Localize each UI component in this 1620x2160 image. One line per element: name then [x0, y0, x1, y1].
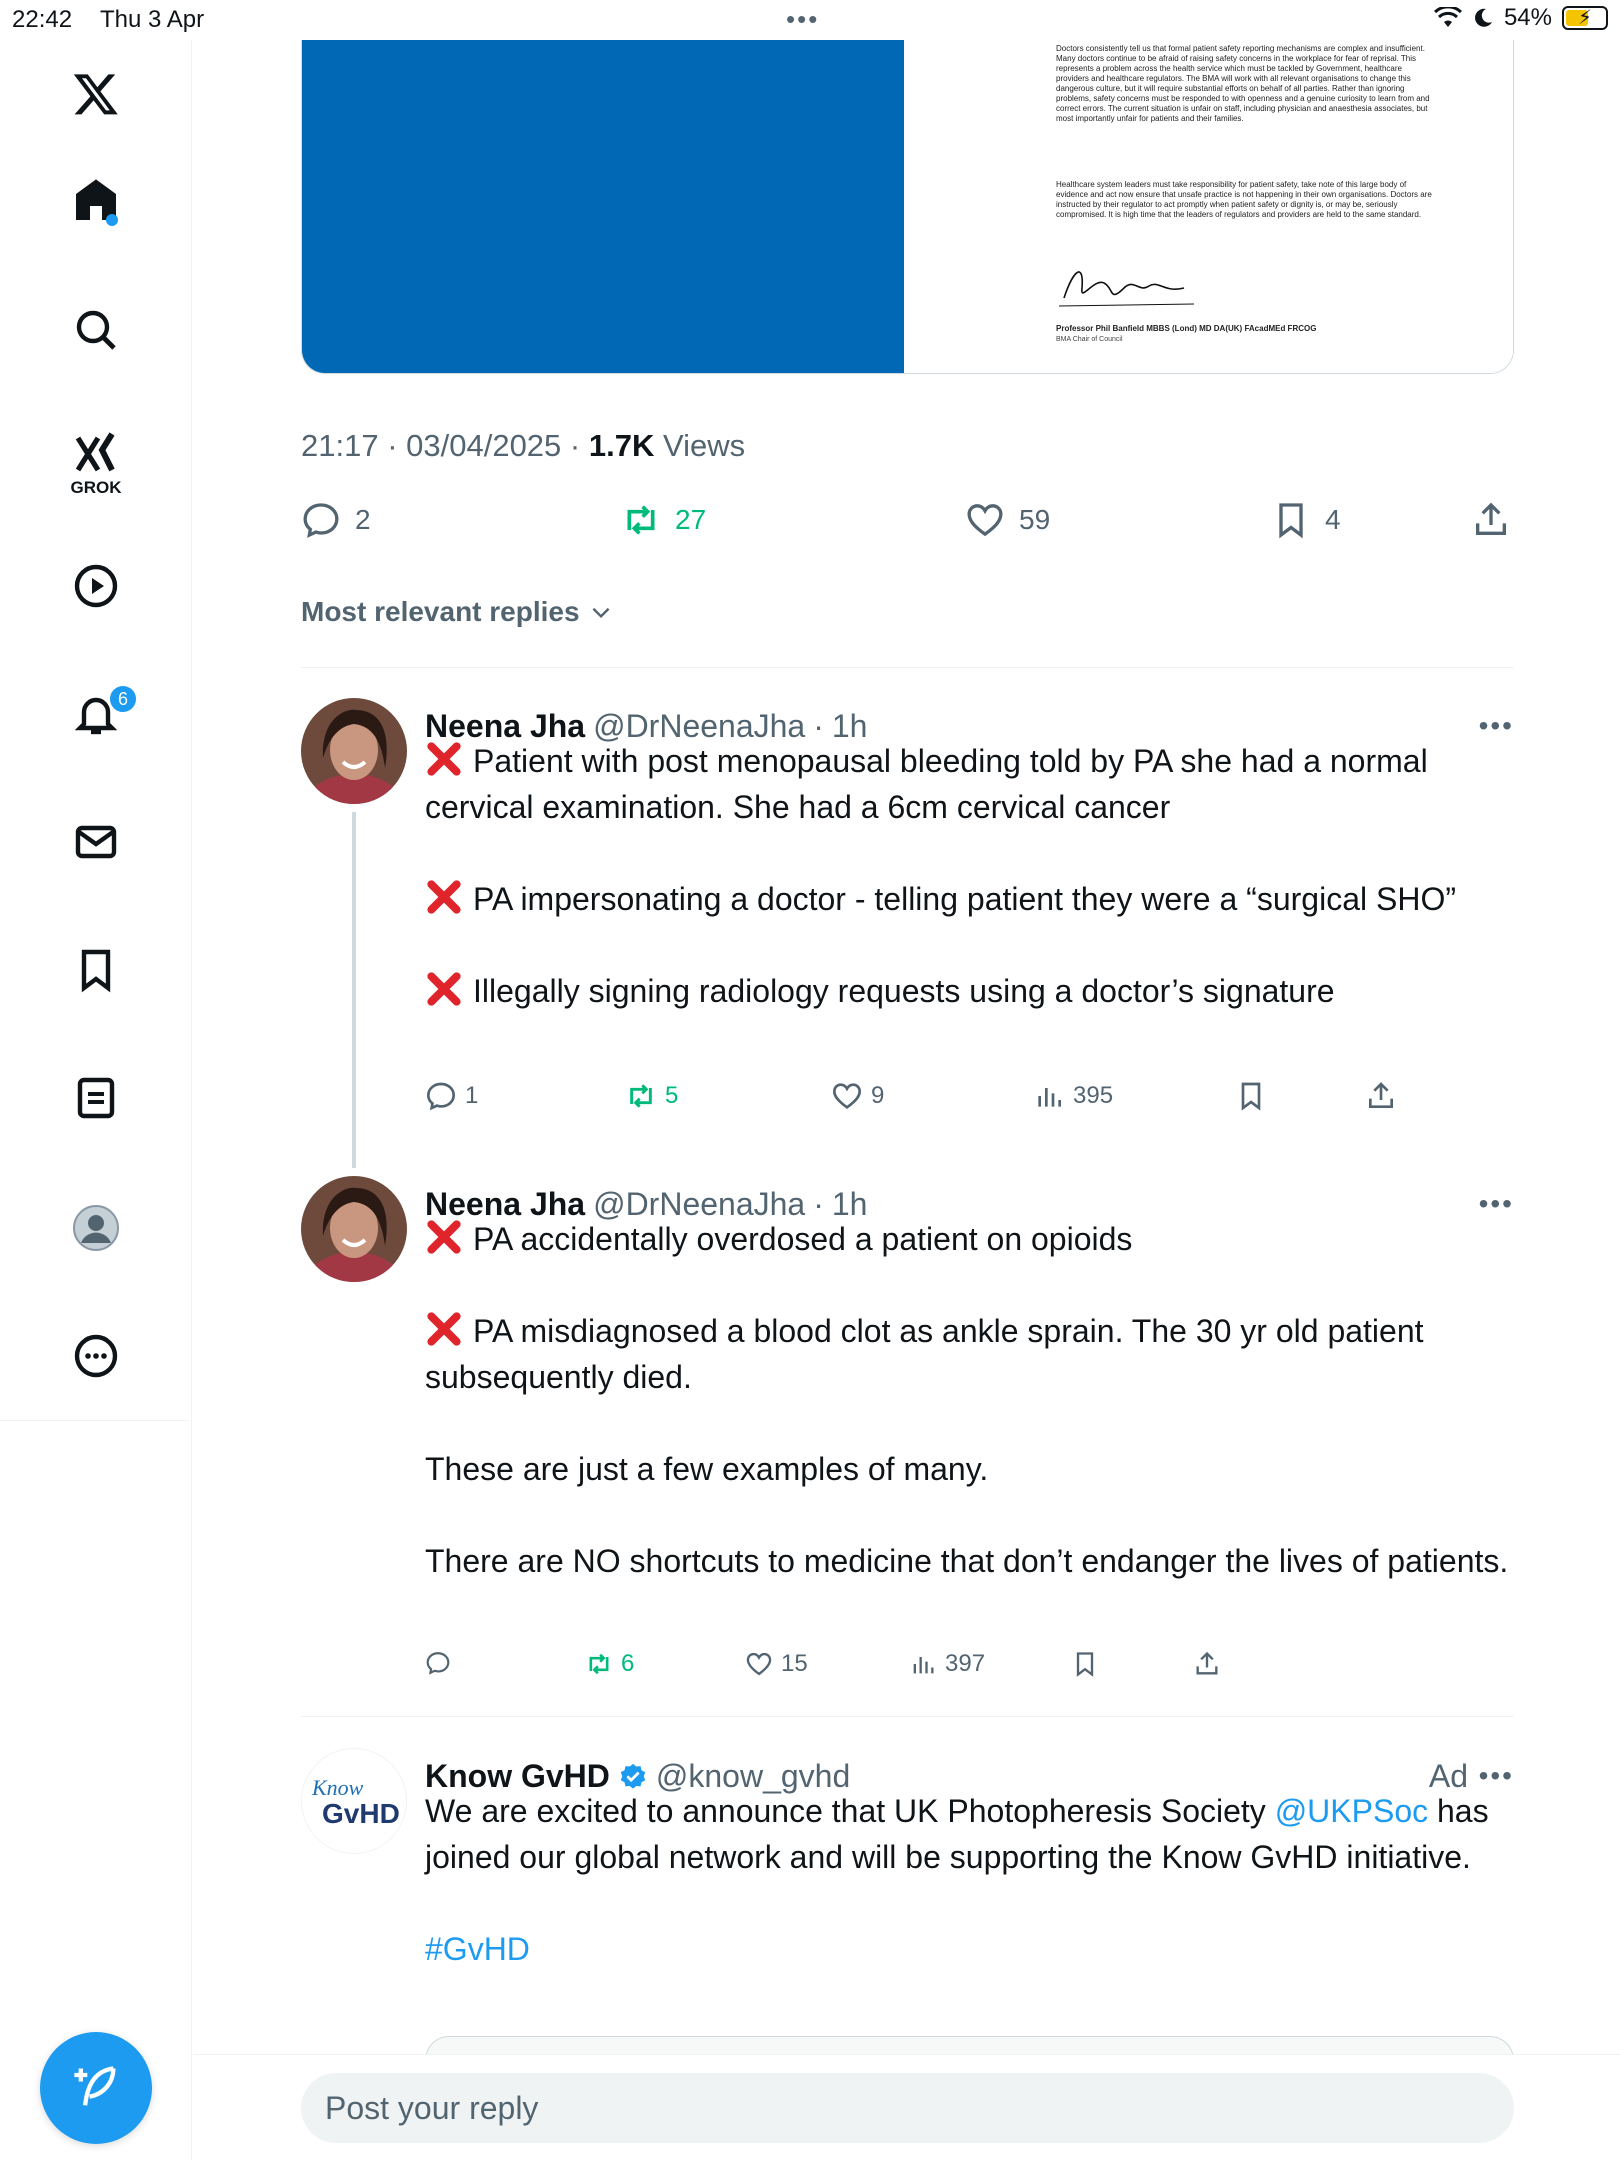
repost-count: 27 — [675, 504, 707, 535]
repost-icon — [621, 500, 661, 540]
feather-plus-icon — [70, 2062, 122, 2114]
reply-button[interactable] — [301, 500, 371, 540]
lists-icon[interactable] — [66, 1068, 126, 1128]
reply-input[interactable]: Post your reply — [301, 2073, 1514, 2143]
author-handle[interactable]: @DrNeenaJha — [593, 1186, 806, 1222]
reply-button[interactable] — [425, 1650, 459, 1676]
author-handle[interactable]: @know_gvhd — [655, 1758, 851, 1794]
like-count: 9 — [871, 1082, 885, 1109]
avatar-text-top: Know — [312, 1775, 364, 1800]
tweet-text: PA accidentally overdosed a patient on opioids PA misdiagnosed a blood clot as ankle sprain. The 30 yr old patient subsequently died. These are just a few examples of many. There are NO shortcuts to medicine that don’t endanger the lives of patients. — [425, 1216, 1510, 1584]
reply-bar — [193, 2054, 1620, 2160]
reply-count: 1 — [465, 1082, 479, 1109]
repost-button[interactable] — [621, 500, 706, 540]
reply-button[interactable] — [425, 1080, 478, 1112]
doc-signatory: Professor Phil Banfield MBBS (Lond) MD DA(UK) FAcadMEd FRCOG — [1056, 324, 1317, 333]
bookmarks-icon[interactable] — [66, 940, 126, 1000]
tweet-text: Patient with post menopausal bleeding told by PA she had a normal cervical examination. She had a 6cm cervical cancer PA impersonating a doctor - telling patient they were a “surgical SHO” Illegally signing radiology requests using a doctor’s signature — [425, 738, 1510, 1014]
like-count: 59 — [1019, 504, 1051, 535]
thread-connector-line — [352, 812, 356, 1168]
doc-paragraph-1: Doctors consistently tell us that formal patient safety reporting mechanisms are complex and insufficient. Many doctors continue to be afraid of raising safety concerns in the workplace for fear of reprisal. This represents a problem across the health service which must be tackled by Government, healthcare providers and healthcare regulators. The BMA will work with all relevant organisations to change this dangerous culture, but it will require substantial efforts on behalf of all parties. Rather than ignoring problems, safety concerns must be responded to with openness and a genuine curiosity to learn from and correct errors. The current situation is unfair on staff, including physician and anaesthesia associates, but most importantly unfair for patients and their families. — [1056, 44, 1430, 123]
bookmark-icon — [1235, 1080, 1267, 1112]
profile-avatar-icon[interactable] — [66, 1198, 126, 1258]
post-views-count: 1.7K — [588, 428, 655, 463]
views-button[interactable] — [1033, 1080, 1113, 1112]
notifications-badge: 6 — [108, 684, 138, 714]
multitasking-dots-icon[interactable]: ••• — [786, 4, 820, 34]
repost-icon — [625, 1080, 657, 1112]
tweet-time[interactable]: 1h — [831, 1186, 868, 1222]
author-name[interactable]: Neena Jha — [425, 1186, 586, 1222]
sidebar-divider — [0, 1420, 192, 1421]
author-name[interactable]: Know GvHD — [425, 1758, 610, 1794]
post-time[interactable]: 21:17 — [301, 428, 379, 463]
more-options-icon[interactable]: ••• — [1478, 1760, 1514, 1791]
repost-count: 5 — [665, 1082, 679, 1109]
post-date[interactable]: 03/04/2025 — [406, 428, 562, 463]
avatar[interactable] — [301, 1176, 407, 1282]
heart-icon — [965, 500, 1005, 540]
ad-label: Ad — [1428, 1758, 1468, 1794]
grok-icon[interactable] — [66, 424, 126, 484]
reply-icon — [301, 500, 341, 540]
tweet-header: Neena Jha @DrNeenaJha · 1h — [425, 1186, 868, 1222]
share-icon — [1193, 1650, 1221, 1678]
cross-mark-icon — [425, 740, 463, 778]
messages-icon[interactable] — [66, 812, 126, 872]
doc-paragraph-2: Healthcare system leaders must take responsibility for patient safety, take note of this large body of evidence and act now ensure that unsafe practice is not happening in their own organisations. Doctors are instructed by their regulator to act promptly when patient safety or dignity is, or may be, seriously compromised. It is high time that the leaders of regulators and providers are held to the same standard. — [1056, 180, 1432, 219]
author-name[interactable]: Neena Jha — [425, 708, 586, 744]
cross-mark-icon — [425, 1218, 463, 1256]
mention-link[interactable]: @UKPSoc — [1274, 1793, 1429, 1829]
views-count: 395 — [1073, 1082, 1114, 1109]
tweet-actions — [425, 1650, 1510, 1686]
bookmark-count: 4 — [1325, 504, 1341, 535]
bookmark-button[interactable] — [1071, 1650, 1099, 1678]
post-meta: 21:17 · 03/04/2025 · 1.7K Views — [301, 428, 746, 463]
video-icon[interactable] — [66, 556, 126, 616]
status-date: Thu 3 Apr — [100, 6, 205, 33]
avatar[interactable] — [301, 1748, 407, 1854]
repost-button[interactable] — [625, 1080, 678, 1112]
like-button[interactable] — [745, 1650, 808, 1678]
post-media-image[interactable] — [301, 40, 1514, 374]
tweet-time[interactable]: 1h — [831, 708, 868, 744]
author-handle[interactable]: @DrNeenaJha — [593, 708, 806, 744]
media-document-page — [904, 40, 1514, 374]
replies-sort-label: Most relevant replies — [301, 596, 580, 627]
views-count: 397 — [945, 1650, 986, 1677]
heart-icon — [745, 1650, 773, 1678]
battery-icon: ⚡ — [1562, 6, 1608, 30]
battery-percent: 54% — [1503, 4, 1552, 31]
like-count: 15 — [781, 1650, 808, 1677]
reply-count: 2 — [355, 504, 371, 535]
divider — [301, 1716, 1514, 1717]
like-button[interactable] — [965, 500, 1050, 540]
heart-icon — [831, 1080, 863, 1112]
signature-icon — [1054, 258, 1204, 318]
x-logo-icon[interactable] — [66, 64, 126, 124]
avatar[interactable] — [301, 698, 407, 804]
grok-label: GROK — [70, 478, 122, 497]
compose-post-button[interactable] — [40, 2032, 152, 2144]
repost-button[interactable] — [585, 1650, 634, 1678]
post-actions — [301, 500, 1514, 550]
reply-tweet[interactable] — [301, 1176, 1514, 1676]
cross-mark-icon — [425, 878, 463, 916]
reply-icon — [425, 1650, 451, 1676]
replies-sort-dropdown[interactable] — [301, 596, 614, 628]
reply-tweet[interactable] — [301, 698, 1514, 1118]
home-unread-dot — [106, 214, 118, 226]
status-time: 22:42 — [12, 6, 73, 33]
bookmark-button[interactable] — [1271, 500, 1341, 540]
more-options-icon[interactable] — [66, 1326, 126, 1386]
post-views-label: Views — [662, 428, 746, 463]
doc-signatory-role: BMA Chair of Council — [1056, 336, 1123, 343]
media-blue-panel — [302, 40, 904, 374]
bookmark-icon — [1271, 500, 1311, 540]
reply-icon — [425, 1080, 457, 1112]
chevron-down-icon — [588, 599, 614, 625]
cross-mark-icon — [425, 970, 463, 1008]
more-options-icon[interactable]: ••• — [1478, 710, 1514, 741]
divider — [301, 667, 1514, 668]
share-button[interactable] — [1471, 500, 1511, 540]
share-button[interactable] — [1193, 1650, 1221, 1678]
ad-tweet[interactable] — [301, 1748, 1514, 2048]
cross-mark-icon — [425, 1310, 463, 1348]
search-icon[interactable] — [66, 300, 126, 360]
bookmark-icon — [1071, 1650, 1099, 1678]
like-button[interactable] — [831, 1080, 884, 1112]
more-options-icon[interactable]: ••• — [1478, 1188, 1514, 1219]
main-column — [193, 0, 1620, 2160]
share-button[interactable] — [1365, 1080, 1397, 1112]
tweet-actions — [425, 1080, 1510, 1116]
share-icon — [1365, 1080, 1397, 1112]
sidebar-nav — [0, 40, 192, 2160]
bookmark-button[interactable] — [1235, 1080, 1267, 1112]
repost-icon — [585, 1650, 613, 1678]
views-button[interactable] — [909, 1650, 985, 1678]
hashtag-link[interactable]: #GvHD — [425, 1931, 530, 1967]
repost-count: 6 — [621, 1650, 635, 1677]
tweet-header: Neena Jha @DrNeenaJha · 1h — [425, 708, 868, 744]
share-icon — [1471, 500, 1511, 540]
verified-badge-icon — [618, 1762, 648, 1792]
avatar-text-bottom: GvHD — [322, 1798, 400, 1829]
views-chart-icon — [1033, 1080, 1065, 1112]
tweet-text: We are excited to announce that UK Photopheresis Society @UKPSoc has joined our global network and will be supporting the Know GvHD initiative. #GvHD — [425, 1793, 1489, 1967]
views-chart-icon — [909, 1650, 937, 1678]
